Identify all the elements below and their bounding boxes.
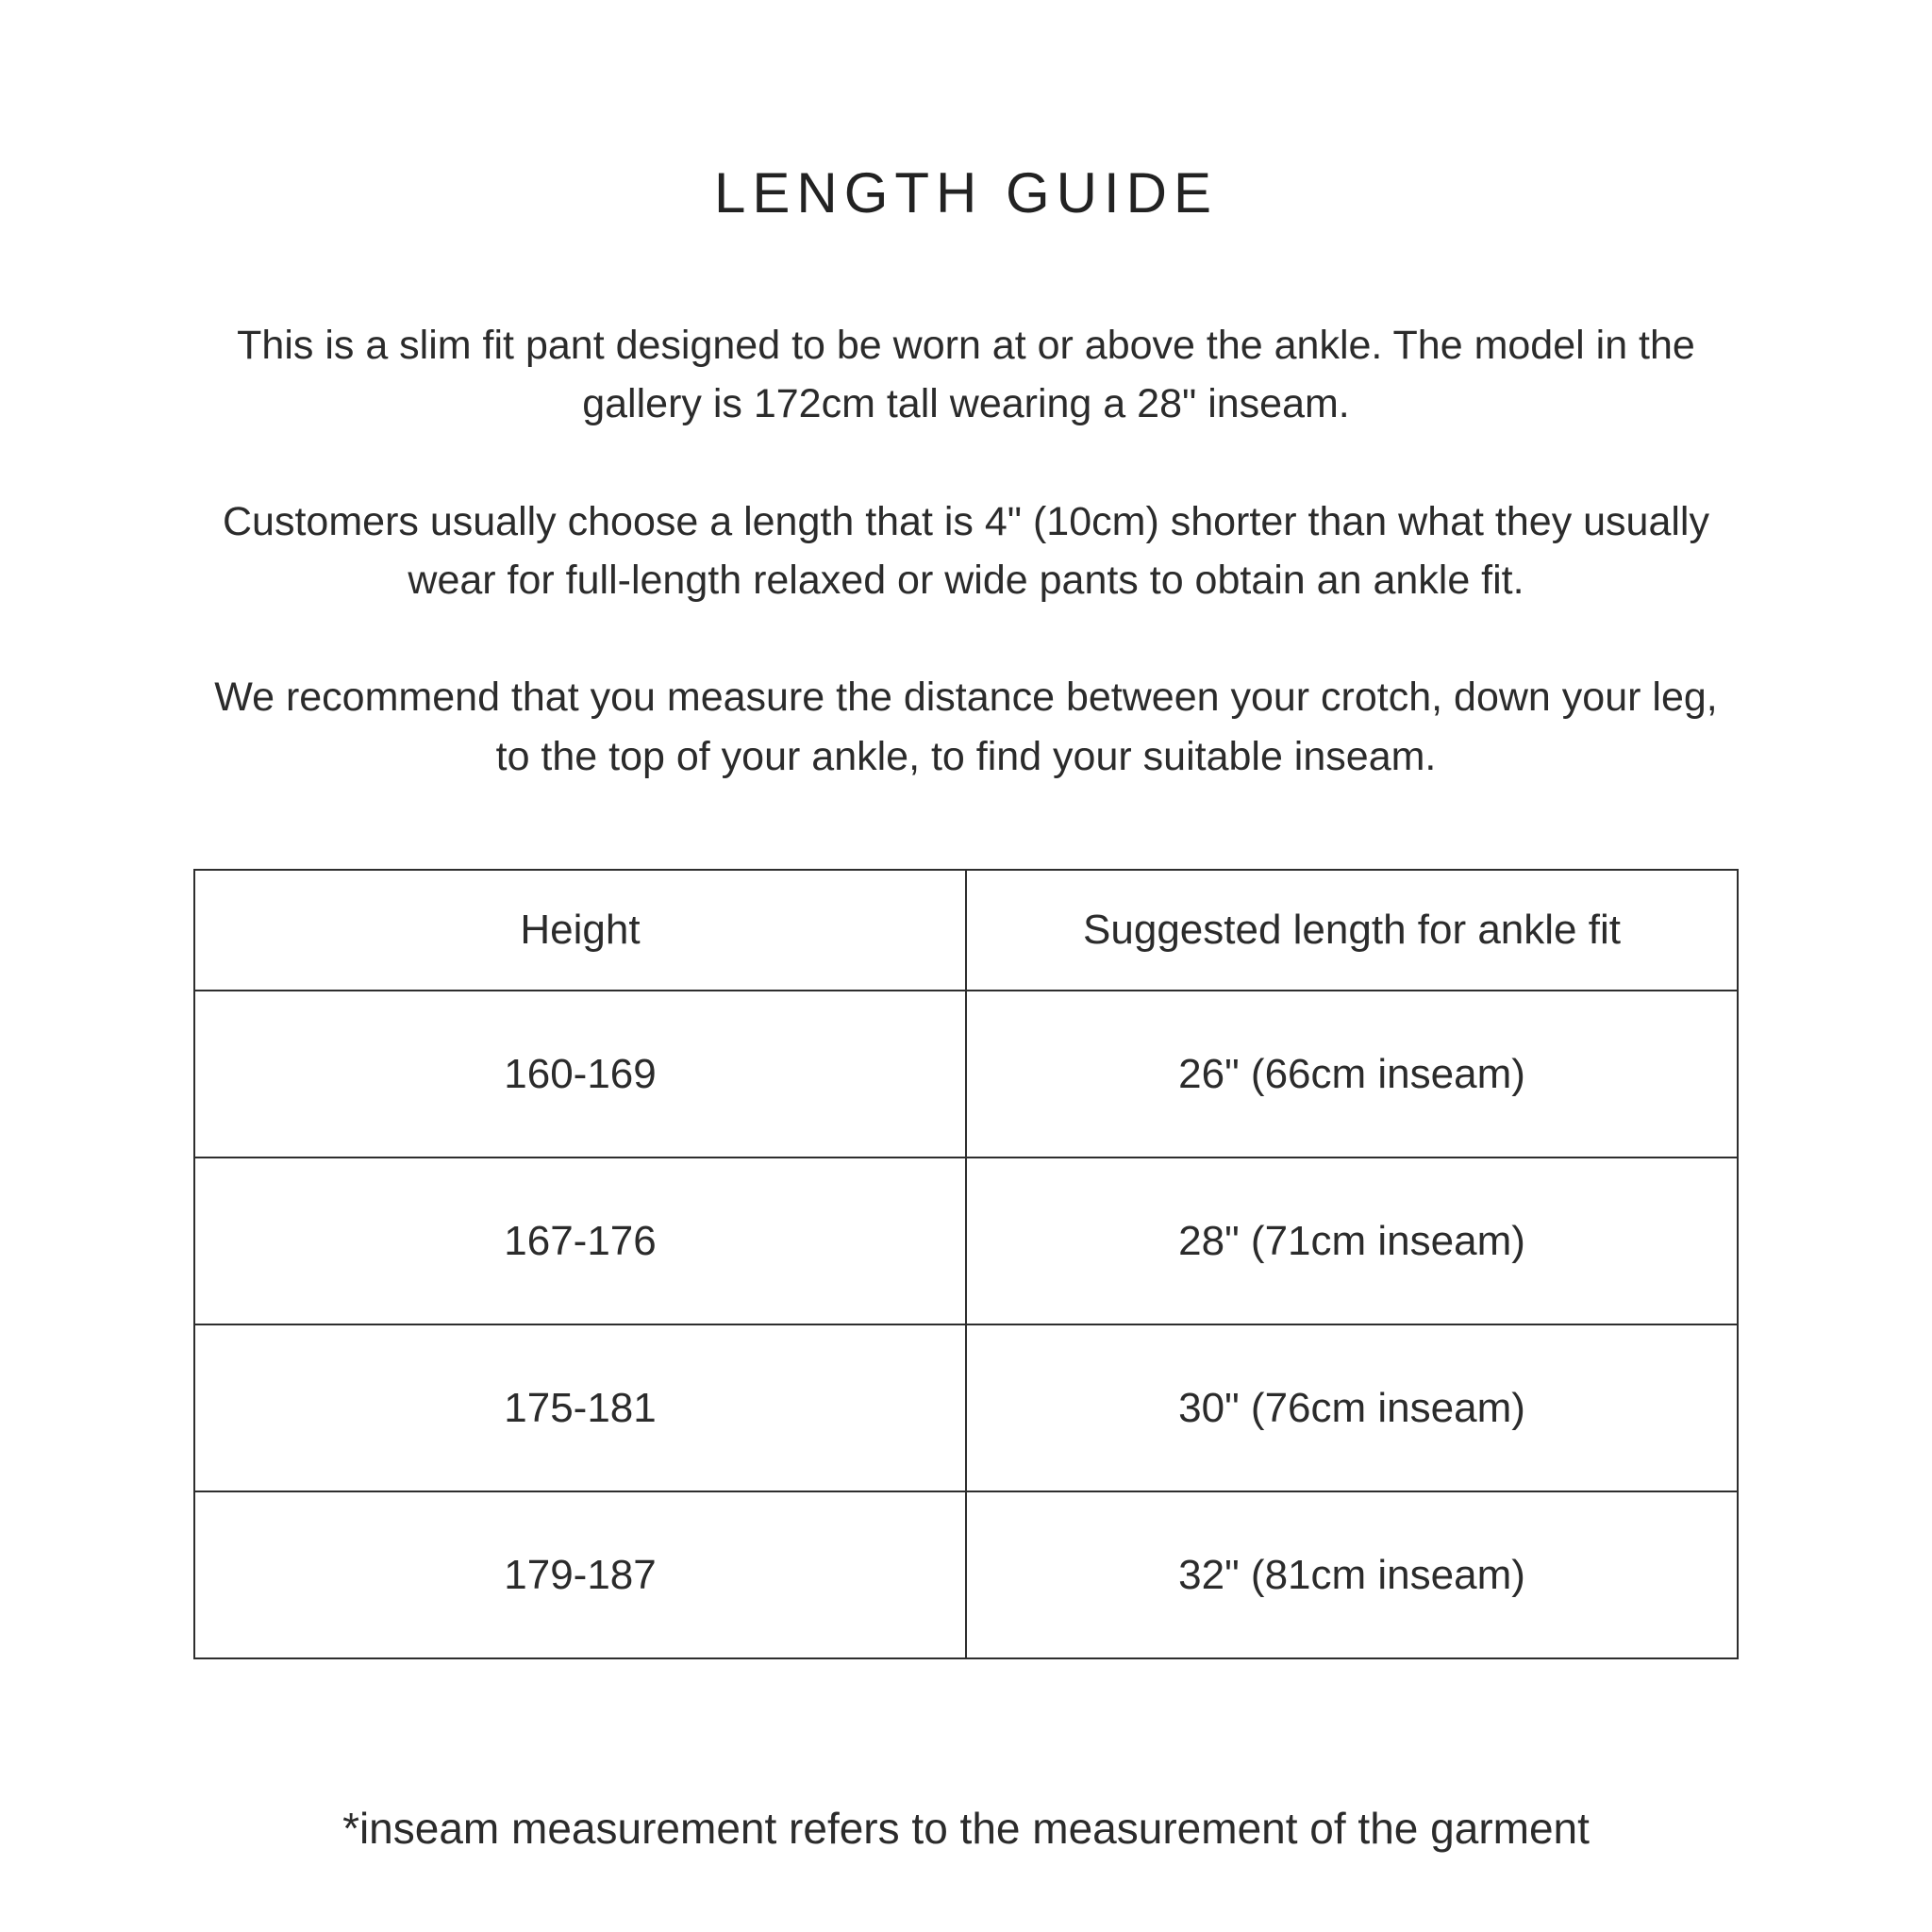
suggested-length-cell: 28" (71cm inseam) — [966, 1158, 1738, 1324]
length-guide-table — [193, 869, 1739, 1659]
table-row — [194, 991, 1738, 1158]
page-title: LENGTH GUIDE — [713, 161, 1219, 225]
suggested-length-cell: 30" (76cm inseam) — [966, 1324, 1738, 1491]
table-header-row — [194, 870, 1738, 991]
suggested-length-cell: 26" (66cm inseam) — [966, 991, 1738, 1158]
table-body — [194, 991, 1738, 1658]
height-range-cell: 175-181 — [194, 1324, 966, 1491]
inseam-footnote: *inseam measurement refers to the measurement of the garment — [342, 1804, 1590, 1854]
table-row — [194, 1491, 1738, 1658]
paragraph-measure-recommendation: We recommend that you measure the distance between your crotch, down your leg, to the top of your ankle, to find your suitable inseam. — [214, 675, 1718, 779]
column-header-height: Height — [194, 870, 966, 991]
paragraph-fit-description: This is a slim fit pant designed to be worn at or above the ankle. The model in the gallery is 172cm tall wearing a 28" inseam. — [237, 323, 1695, 427]
table-row — [194, 1324, 1738, 1491]
table-header — [194, 870, 1738, 991]
suggested-length-cell: 32" (81cm inseam) — [966, 1491, 1738, 1658]
paragraph-length-advice: Customers usually choose a length that is 4" (10cm) shorter than what they usually wear for full-length relaxed or wide pants to obtain an ankle fit. — [223, 498, 1709, 604]
height-range-cell: 167-176 — [194, 1158, 966, 1324]
height-range-cell: 160-169 — [194, 991, 966, 1158]
table-row — [194, 1158, 1738, 1324]
height-range-cell: 179-187 — [194, 1491, 966, 1658]
intro-paragraphs — [0, 316, 1932, 786]
column-header-suggested-length: Suggested length for ankle fit — [966, 870, 1738, 991]
